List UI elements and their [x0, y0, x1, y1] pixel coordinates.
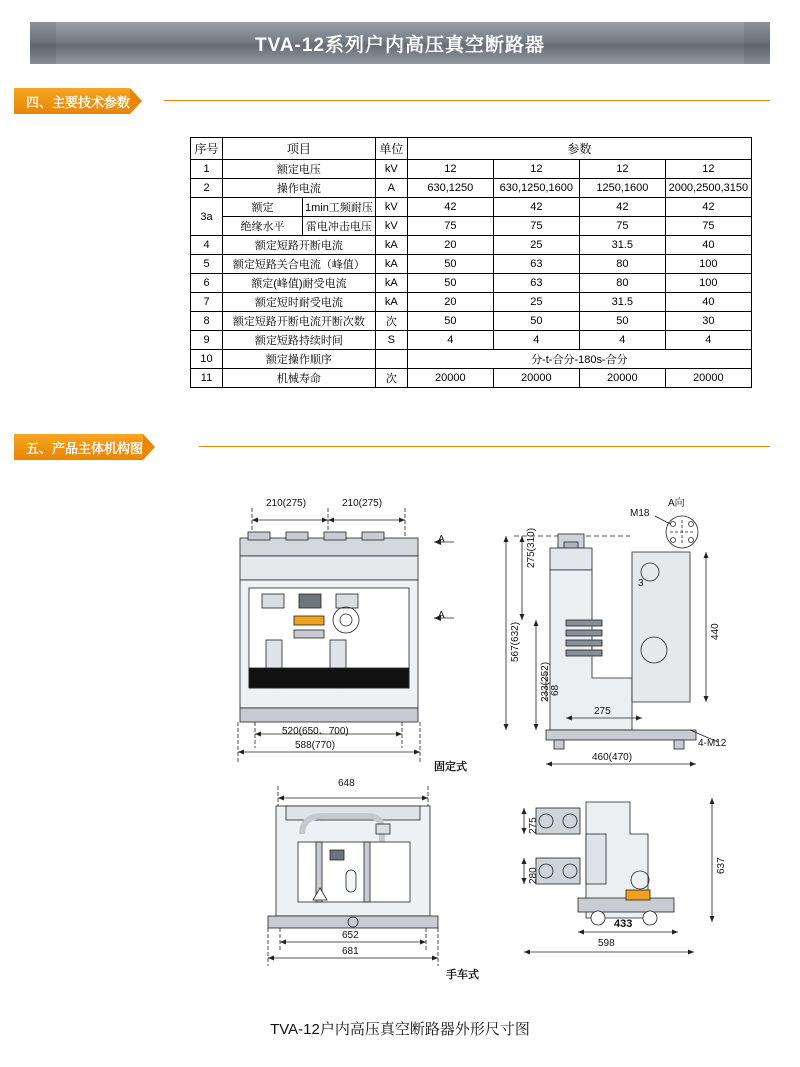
cell-item: 额定操作顺序	[223, 350, 376, 369]
cell-item: 额定	[223, 198, 303, 217]
header-param: 参数	[407, 138, 751, 160]
cell-value: 1250,1600	[579, 179, 665, 198]
table-row	[191, 350, 752, 369]
cell-item: 机械寿命	[223, 369, 376, 388]
cell-value: 100	[665, 274, 751, 293]
cell-unit: S	[375, 331, 407, 350]
cell-value: 80	[579, 274, 665, 293]
section-rule	[199, 446, 770, 447]
label-cart-type: 手车式	[446, 969, 479, 981]
cell-value: 20	[407, 236, 493, 255]
section-label-structure: 五、产品主体机构图	[14, 434, 143, 460]
technical-parameters-table	[190, 137, 752, 388]
cell-no: 2	[191, 179, 223, 198]
cell-item: 额定短路关合电流（峰值）	[223, 255, 376, 274]
dim-label-652: 652	[342, 930, 359, 941]
dim-label-cart-280: 280	[528, 867, 539, 884]
dim-label-233-252: 233(252)	[540, 661, 551, 702]
cell-value: 20	[407, 293, 493, 312]
dim-label-275: 275	[594, 706, 611, 717]
cell-value: 25	[493, 293, 579, 312]
cell-item: 额定短路开断电流	[223, 236, 376, 255]
dim-label-275-310: 275(310)	[526, 527, 537, 568]
cell-value: 12	[493, 160, 579, 179]
section-rule	[164, 100, 770, 101]
figure-caption: TVA-12户内高压真空断路器外形尺寸图	[270, 1021, 530, 1038]
table-row	[191, 179, 752, 198]
dim-label-598: 598	[598, 938, 615, 949]
cell-value: 100	[665, 255, 751, 274]
cell-value: 4	[579, 331, 665, 350]
cell-value: 50	[579, 312, 665, 331]
cell-unit: 次	[375, 312, 407, 331]
dim-label-460-470: 460(470)	[592, 752, 633, 763]
page-header-banner	[30, 22, 770, 64]
cell-value: 42	[665, 198, 751, 217]
cell-value: 63	[493, 274, 579, 293]
cell-value: 25	[493, 236, 579, 255]
view-label-a: A向	[668, 498, 685, 509]
section-header-structure	[14, 434, 770, 460]
cell-unit: kA	[375, 255, 407, 274]
cell-value-merged: 分-t-合分-180s-合分	[407, 350, 751, 369]
dim-label-433: 433	[614, 918, 633, 930]
dim-label-4-m12: 4-M12	[698, 738, 727, 749]
cell-item: 额定短路开断电流开断次数	[223, 312, 376, 331]
dim-label-210b: 210(275)	[342, 498, 383, 509]
page-title: TVA-12系列户内高压真空断路器	[254, 34, 546, 56]
cell-item: 额定电压	[223, 160, 376, 179]
cell-no: 6	[191, 274, 223, 293]
cell-value: 20000	[407, 369, 493, 388]
cell-value: 75	[407, 217, 493, 236]
table-row	[191, 255, 752, 274]
cell-value: 75	[579, 217, 665, 236]
cell-value: 31.5	[579, 293, 665, 312]
cell-value: 40	[665, 236, 751, 255]
cell-no: 1	[191, 160, 223, 179]
cell-no: 8	[191, 312, 223, 331]
cell-value: 4	[493, 331, 579, 350]
cell-unit: kV	[375, 217, 407, 236]
table-row	[191, 369, 752, 388]
table-row	[191, 293, 752, 312]
header-unit: 单位	[375, 138, 407, 160]
cell-value: 4	[407, 331, 493, 350]
dim-label-210a: 210(275)	[266, 498, 307, 509]
cell-value: 50	[493, 312, 579, 331]
cell-value: 63	[493, 255, 579, 274]
cell-value: 20000	[579, 369, 665, 388]
cell-unit: 次	[375, 369, 407, 388]
cell-item-sub: 1min工频耐压	[303, 198, 376, 217]
cell-unit: kV	[375, 198, 407, 217]
cell-value: 630,1250	[407, 179, 493, 198]
cell-no: 5	[191, 255, 223, 274]
cell-no: 4	[191, 236, 223, 255]
product-dimension-drawings	[30, 490, 770, 1050]
header-item: 项目	[223, 138, 376, 160]
cell-no: 3a	[191, 198, 223, 236]
cell-item: 额定短时耐受电流	[223, 293, 376, 312]
cell-value: 20000	[493, 369, 579, 388]
section-header-params	[14, 88, 770, 114]
table-header-row	[191, 138, 752, 160]
cell-no: 9	[191, 331, 223, 350]
cell-unit: kA	[375, 236, 407, 255]
dim-label-637: 637	[716, 857, 727, 874]
table-row	[191, 236, 752, 255]
cell-unit	[375, 350, 407, 369]
cell-value: 12	[579, 160, 665, 179]
cell-value: 80	[579, 255, 665, 274]
cell-no: 7	[191, 293, 223, 312]
dim-label-cart-275: 275	[528, 817, 539, 834]
cell-value: 42	[407, 198, 493, 217]
cell-value: 42	[579, 198, 665, 217]
cell-value: 42	[493, 198, 579, 217]
dim-label-588: 588(770)	[295, 740, 336, 751]
dim-label-68: 68	[550, 684, 561, 696]
cell-value: 50	[407, 312, 493, 331]
cell-value: 31.5	[579, 236, 665, 255]
cell-item: 额定短路持续时间	[223, 331, 376, 350]
dim-label-m18: M18	[630, 508, 650, 519]
label-fixed-type: 固定式	[434, 761, 467, 773]
cell-value: 75	[665, 217, 751, 236]
section-arrow-label-a1: A	[438, 534, 445, 545]
cell-unit: kA	[375, 293, 407, 312]
cell-no: 10	[191, 350, 223, 369]
cell-value: 12	[665, 160, 751, 179]
cell-value: 30	[665, 312, 751, 331]
header-no: 序号	[191, 138, 223, 160]
cell-value: 75	[493, 217, 579, 236]
dim-label-440: 440	[710, 623, 721, 640]
section-arrow-label-a2: A	[438, 610, 445, 621]
table-row	[191, 331, 752, 350]
dim-label-520: 520(650、700)	[282, 726, 349, 737]
cell-value: 50	[407, 274, 493, 293]
dim-label-648: 648	[338, 778, 355, 789]
cell-item: 绝缘水平	[223, 217, 303, 236]
cell-value: 2000,2500,3150	[665, 179, 751, 198]
cell-item: 操作电流	[223, 179, 376, 198]
dim-label-681: 681	[342, 946, 359, 957]
cell-value: 20000	[665, 369, 751, 388]
cell-value: 40	[665, 293, 751, 312]
cell-unit: kA	[375, 274, 407, 293]
cell-unit: kV	[375, 160, 407, 179]
cell-value: 630,1250,1600	[493, 179, 579, 198]
cell-value: 4	[665, 331, 751, 350]
dim-label-567-632: 567(632)	[510, 621, 521, 662]
drawing-canvas	[30, 490, 770, 1020]
table-row	[191, 198, 752, 217]
cell-unit: A	[375, 179, 407, 198]
section-label-params: 四、主要技术参数	[14, 88, 130, 114]
cell-value: 50	[407, 255, 493, 274]
table-row	[191, 274, 752, 293]
cell-item: 额定(峰值)耐受电流	[223, 274, 376, 293]
table-row	[191, 217, 752, 236]
table-row	[191, 312, 752, 331]
cell-no: 11	[191, 369, 223, 388]
cell-item-sub: 雷电冲击电压	[303, 217, 376, 236]
table-row	[191, 160, 752, 179]
dim-label-3: 3	[638, 578, 644, 589]
cell-value: 12	[407, 160, 493, 179]
